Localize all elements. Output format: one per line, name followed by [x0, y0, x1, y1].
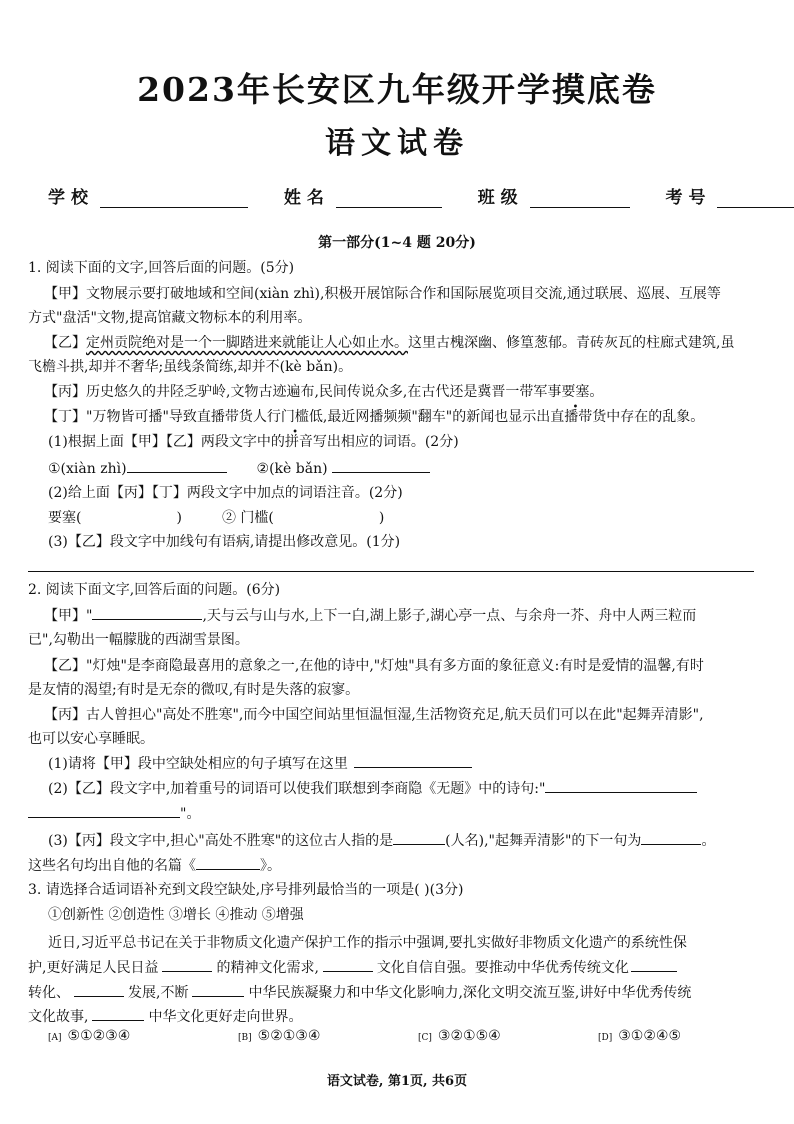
q1-sub1-answers: [48, 458, 430, 479]
jia-tag: 【甲】": [44, 608, 93, 624]
option-a-key: [A]: [48, 1033, 62, 1043]
q1-sub1: (1)根据上面【甲】【乙】两段文字中的拼音写出相应的词语。(2分): [48, 434, 459, 450]
field-number-label: 考号: [665, 188, 712, 208]
q3-text: 文化故事,: [28, 1009, 89, 1025]
q3-text: 文化自信自强。要推动中华优秀传统文化: [376, 960, 629, 976]
option-b-key: [B]: [238, 1033, 252, 1043]
q2-jia-blank[interactable]: [92, 605, 202, 620]
q3-text: 护,更好满足人民日益: [28, 960, 159, 976]
q3-blank3[interactable]: [631, 957, 677, 972]
q2-sub3-text-d: 这些名句均出自他的名篇《: [28, 858, 196, 874]
dotted-word-yaosai: 要塞: [561, 384, 590, 400]
q2-sub3-text-b: (人名),"起舞弄清影"的下一句为: [445, 833, 642, 849]
q3-blank1[interactable]: [162, 957, 212, 972]
bing-end: 。: [589, 384, 604, 400]
page-footer: 语文试卷, 第1页, 共6页: [326, 1074, 468, 1089]
bing-text: 【丙】历史悠久的井陉乏驴岭,文物古迹遍布,民间传说众多,在古代还是冀晋一带军事: [44, 384, 562, 400]
q2-passage-jia-line1: [44, 605, 696, 626]
q1-sub1-a-label: ①(xiàn zhì): [48, 461, 127, 477]
q1-stem: 1. 阅读下面的文字,回答后面的问题。(5分): [28, 260, 295, 276]
q1-passage-yi-line1: [44, 333, 734, 353]
exam-title: 2023年长安区九年级开学摸底卷: [137, 70, 657, 109]
option-b-value: ⑤②①③④: [257, 1028, 321, 1044]
q2-sub3: [48, 830, 715, 851]
option-b[interactable]: [238, 1028, 320, 1044]
q1-sub1-b-label: ②(kè bǎn): [256, 461, 328, 477]
q2-sub2: [48, 778, 697, 799]
yi-tag: 【乙】: [44, 335, 86, 351]
q1-sub1-b-blank[interactable]: [332, 458, 430, 473]
yi-text: 这里古槐深幽、修篁葱郁。青砖灰瓦的柱廊式建筑,虽: [408, 335, 735, 351]
section-heading: 第一部分(1~4 题 20分): [318, 235, 476, 251]
q2-sub3-text-a: (3)【丙】段文字中,担心"高处不胜寒"的这位古人指的是: [48, 833, 394, 849]
q2-sub3-blank1[interactable]: [393, 830, 445, 845]
jia-text: ,天与云与山与水,上下一白,湖上影子,湖心亭一点、与余舟一芥、舟中人两三粒而: [202, 608, 697, 624]
q2-passage-bing-line2: 也可以安心享睡眠。: [28, 731, 154, 747]
q1-answer-line[interactable]: [28, 571, 754, 572]
option-c-value: ③②①⑤④: [437, 1028, 501, 1044]
q1-sub2-a-label: 要塞(: [48, 510, 82, 526]
q1-passage-yi-line2: 飞檐斗拱,却并不奢华;虽线条简练,却并不(kè bǎn)。: [28, 359, 353, 375]
q3-text: 转化、: [28, 985, 70, 1001]
q3-choices: ①创新性 ②创造性 ③增长 ④推动 ⑤增强: [48, 907, 304, 923]
q2-sub2-text: (2)【乙】段文字中,加着重号的词语可以使我们联想到李商隐《无题》中的诗句:": [48, 781, 546, 797]
class-field[interactable]: [530, 189, 630, 208]
q1-sub1-a-blank[interactable]: [127, 458, 227, 473]
school-field[interactable]: [100, 189, 248, 208]
q2-sub2-blank1[interactable]: [545, 778, 697, 793]
field-class-label: 班级: [477, 188, 524, 208]
option-d-key: [D]: [598, 1033, 613, 1043]
q1-passage-ding: [44, 407, 704, 427]
q1-sub2-b-label: ② 门槛(: [221, 510, 274, 526]
q3-blank2[interactable]: [323, 957, 373, 972]
q2-sub2-end: "。: [180, 806, 201, 822]
q3-passage-line2: [28, 957, 677, 978]
q2-sub1: [48, 753, 472, 774]
underlined-sentence: 定州贡院绝对是一个一脚踏进来就能让人心如止水。: [86, 335, 408, 351]
option-a[interactable]: [48, 1028, 130, 1044]
q2-sub3-blank2[interactable]: [641, 830, 701, 845]
q3-text: 中华文化更好走向世界。: [148, 1009, 303, 1025]
exam-number-field[interactable]: [717, 189, 794, 208]
q3-text: 的精神文化需求,: [216, 960, 319, 976]
option-a-value: ⑤①②③④: [67, 1028, 131, 1044]
exam-subtitle: 语文试卷: [325, 126, 469, 161]
option-c[interactable]: [418, 1028, 501, 1044]
q2-stem: 2. 阅读下面文字,回答后面的问题。(6分): [28, 582, 281, 598]
q3-passage-line3: [28, 982, 691, 1003]
q3-blank4[interactable]: [74, 982, 124, 997]
ding-end: 低,最近网播频频"翻车"的新闻也显示出直播带货中存在的乱象。: [308, 409, 705, 425]
paren-close: ): [176, 510, 182, 526]
q2-passage-bing-line1: 【丙】古人曾担心"高处不胜寒",而今中国空间站里恒温恒湿,生活物资充足,航天员们可以在此"起舞弄清影",: [44, 707, 704, 723]
q1-passage-bing: [44, 382, 603, 402]
q2-passage-yi-line2: 是友情的渴望;有时是无奈的微叹,有时是失落的寂寥。: [28, 682, 360, 698]
q2-passage-jia-line2: 已",勾勒出一幅朦胧的西湖雪景图。: [28, 632, 249, 648]
q2-sub1-blank[interactable]: [354, 753, 472, 768]
name-field[interactable]: [336, 189, 442, 208]
q2-sub2-blank2[interactable]: [28, 803, 180, 818]
q1-sub3: (3)【乙】段文字中加线句有语病,请提出修改意见。(1分): [48, 534, 401, 550]
q2-sub2-cont: [28, 803, 200, 824]
field-school-label: 学校: [48, 188, 94, 208]
option-d-value: ③①②④⑤: [618, 1028, 682, 1044]
q3-text: 发展,不断: [128, 985, 189, 1001]
q2-sub3-blank3[interactable]: [196, 855, 260, 870]
q2-sub3-text-c: 。: [701, 833, 716, 849]
q3-blank6[interactable]: [92, 1006, 144, 1021]
q2-sub3-cont: [28, 855, 281, 876]
q1-passage-jia-line2: 方式"盘活"文物,提高馆藏文物标本的利用率。: [28, 310, 312, 326]
q1-sub2-answers: [48, 508, 384, 528]
option-c-key: [C]: [418, 1033, 432, 1043]
q2-sub1-text: (1)请将【甲】段中空缺处相应的句子填写在这里: [48, 756, 348, 772]
q3-passage-line4: [28, 1006, 302, 1027]
field-name-label: 姓名: [283, 188, 330, 208]
q3-blank5[interactable]: [192, 982, 244, 997]
option-d[interactable]: [598, 1028, 681, 1044]
q3-text: 中华民族凝聚力和中华文化影响力,深化文明交流互鉴,讲好中华优秀传统: [248, 985, 692, 1001]
q1-sub2: (2)给上面【丙】【丁】两段文字中加点的词语注音。(2分): [48, 485, 403, 501]
q3-stem: 3. 请选择合适词语补充到文段空缺处,序号排列最恰当的一项是( )(3分): [28, 882, 464, 898]
q2-sub3-text-e: 》。: [260, 858, 281, 874]
ding-text: 【丁】"万物皆可播"导致直播带货人行: [44, 409, 281, 425]
q1-passage-jia-line1: 【甲】文物展示要打破地域和空间(xiàn zhì),积极开展馆际合作和国际展览项目交流,通过联展、巡展、互展等: [44, 286, 721, 302]
student-info-row: [48, 183, 748, 208]
q3-passage-line1: 近日,习近平总书记在关于非物质文化遗产保护工作的指示中强调,要扎实做好非物质文化遗产的系统性保: [48, 935, 687, 951]
dotted-word-menkan: 门槛: [280, 409, 309, 425]
paren-close: ): [378, 510, 385, 526]
q2-passage-yi-line1: 【乙】"灯烛"是李商隐最喜用的意象之一,在他的诗中,"灯烛"具有多方面的象征意义:有时是爱情的温馨,有时: [44, 658, 704, 674]
